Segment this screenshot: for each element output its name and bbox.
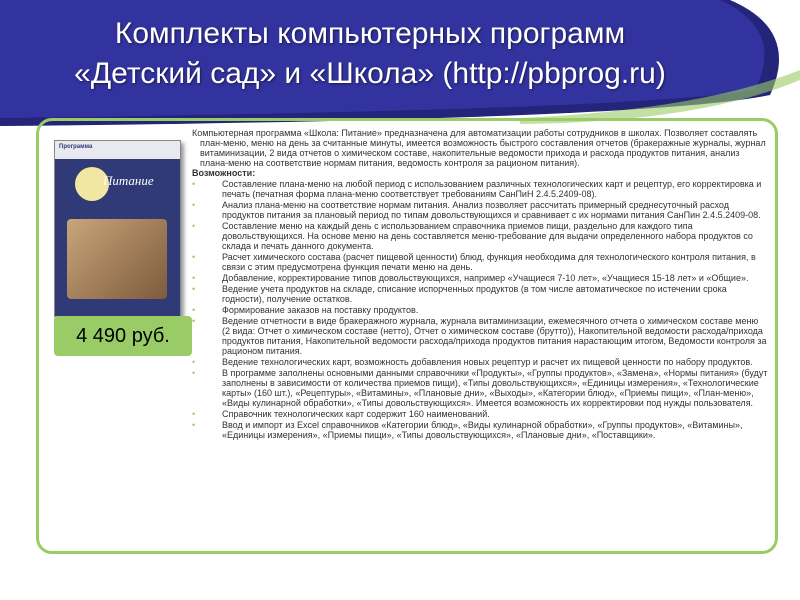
product-box-image: [54, 140, 181, 317]
list-item: • Формирование заказов на поставку продуктов.: [192, 305, 419, 315]
intro-paragraph: Компьютерная программа «Школа: Питание» предназначена для автоматизации работы сотрудников в школах. Позволяет составлять план-меню, меню на день за считанные минуты, имеется возможность быстрого составления отчетов (бракеражные журналы, журнал витаминизации, 2 вида отчетов о химическом составе, накопительные ведомости прихода и расхода продуктов питания, анализ плана-меню на соответствие нормам питания, ведомость контроля за рационом питания).: [192, 128, 766, 168]
slide-title-line2: «Детский сад» и «Школа» (http://pbprog.ru): [74, 57, 666, 90]
list-item: • Составление меню на каждый день с использованием справочника приемов пищи, раздельно для каждого типа довольствующихся. На основе меню на день составляется меню-требование для выдачи определенного набора продуктов со склада и печать данного документа.: [192, 221, 753, 251]
slide-title: [20, 14, 720, 94]
bullet-icon: •: [192, 252, 196, 262]
capabilities-heading: Возможности:: [192, 168, 256, 178]
list-item: • Ведение технологических карт, возможность добавления новых рецептур и расчет их пищевой ценности по набору продуктов.: [192, 357, 753, 367]
list-item: • Расчет химического состава (расчет пищевой ценности) блюд, функция необходима для технологического контроля питания, в связи с этим предусмотрена функция печати меню на день.: [192, 252, 756, 272]
bullet-icon: •: [192, 420, 196, 430]
list-item: • В программе заполнены основными данными справочники «Продукты», «Группы продуктов», «Замена», «Нормы питания» (будут заполнены в зависимости от количества приемов пищи), «Типы довольствующихся», «Единицы измерения», «Технологические карты» (160 шт.), «Рецептуры», «Витамины», «Плановые дни», «Выходы», «Категории блюд», «Приемы пищи», «План-меню», «Виды кулинарной обработки», «Типы довольствующихся». Имеется возможность их корректировки под нужды пользователя.: [192, 368, 768, 408]
description-text: [192, 128, 768, 440]
bullet-icon: •: [192, 305, 196, 315]
list-item: • Анализ плана-меню на соответствие нормам питания. Анализ позволяет рассчитать примерный среднесуточный расход продуктов питания за плановый период по типам довольствующихся и сравнивает с их нормами питания СанПин 2.4.5.2409-08.: [192, 200, 761, 220]
bullet-icon: •: [192, 409, 196, 419]
bullet-icon: •: [192, 179, 196, 189]
bullet-icon: •: [192, 357, 196, 367]
product-box-header: [55, 141, 180, 159]
product-photo: [67, 219, 167, 299]
bullet-icon: •: [192, 221, 196, 231]
slide-title-line1: Комплекты компьютерных программ: [114, 17, 626, 50]
list-item: • Добавление, корректирование типов довольствующихся, например «Учащиеся 7-10 лет», «Учащиеся 15-18 лет» и «Общие».: [192, 273, 749, 283]
list-item: • Составление плана-меню на любой период с использованием различных технологических карт и рецептур, его корректировка и печать (печатная форма плана-меню соответствует требованиям СанПиН 2.4.5.2409-08).: [192, 179, 762, 199]
bullet-icon: •: [192, 273, 196, 283]
bullet-icon: •: [192, 284, 196, 294]
list-item: • Справочник технологических карт содержит 160 наименований.: [192, 409, 490, 419]
list-item: • Ведение учета продуктов на складе, списание испорченных продуктов (в том числе автоматическое по истечении срока годности), получение остатков.: [192, 284, 727, 304]
bullet-icon: •: [192, 200, 196, 210]
bullet-icon: •: [192, 316, 196, 326]
price-badge: 4 490 руб.: [54, 316, 192, 356]
capabilities-list: [192, 179, 768, 440]
product-box-title: Питание: [103, 173, 154, 188]
list-item: • Ввод и импорт из Excel справочников «Категории блюд», «Виды кулинарной обработки», «Группы продуктов», «Витамины», «Единицы измерения», «Приемы пищи», «Типы довольствующихся», «Плановые дни», «Поставщики».: [192, 420, 743, 440]
product-box-brand: Программа: [59, 144, 93, 150]
bullet-icon: •: [192, 368, 196, 378]
list-item: • Ведение отчетности в виде бракеражного журнала, журнала витаминизации, ежемесячного отчета о химическом составе меню (2 вида: Отчет о химическом составе (нетто), Отчет о химическом составе (брутто)), Накопительной ведомости расхода/прихода продуктов питания, Накопительной ведомости расхода/прихода продуктов питания нарастающим итогом, Ведомости контроля за рационом питания.: [192, 316, 767, 356]
